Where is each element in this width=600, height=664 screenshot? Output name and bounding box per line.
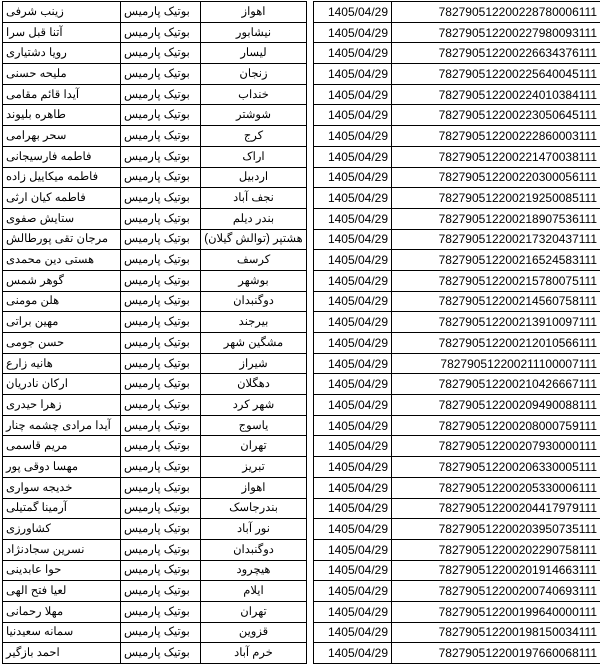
recipient-name-cell: کشاورزی: [3, 519, 121, 540]
date-cell: 1405/04/29: [314, 64, 392, 85]
recipient-name-cell: حسن جومی: [3, 333, 121, 354]
date-cell: 1405/04/29: [314, 188, 392, 209]
date-cell: 1405/04/29: [314, 270, 392, 291]
tracking-code-cell: 782790512200200740693111: [392, 581, 600, 602]
tracking-code-cell: 782790512200209490088111: [392, 395, 600, 416]
table-row: [3, 436, 600, 457]
city-cell: دوگنبدان: [201, 539, 307, 560]
recipient-name-cell: طاهره بلیوند: [3, 105, 121, 126]
table-row: [3, 43, 600, 64]
recipient-name-cell: مهسا دوقی پور: [3, 457, 121, 478]
table-row: [3, 105, 600, 126]
shop-name-cell: بوتیک پارمیس: [121, 64, 201, 85]
shop-name-cell: بوتیک پارمیس: [121, 560, 201, 581]
city-cell: دهگلان: [201, 374, 307, 395]
table-row: [3, 519, 600, 540]
recipient-name-cell: هلن مومنی: [3, 291, 121, 312]
tracking-code-cell: 782790512200212010566111: [392, 333, 600, 354]
city-cell: هیچرود: [201, 560, 307, 581]
shop-name-cell: بوتیک پارمیس: [121, 22, 201, 43]
shop-name-cell: بوتیک پارمیس: [121, 84, 201, 105]
table-row: [3, 84, 600, 105]
table-row: [3, 374, 600, 395]
table-row: [3, 643, 600, 664]
table-row: [3, 415, 600, 436]
tracking-code-cell: 782790512200208000759111: [392, 415, 600, 436]
shop-name-cell: بوتیک پارمیس: [121, 622, 201, 643]
table-row: [3, 188, 600, 209]
tracking-code-cell: 782790512200219250085111: [392, 188, 600, 209]
spacer-cell: [307, 622, 314, 643]
city-cell: نور آباد: [201, 519, 307, 540]
recipient-name-cell: زهرا حیدری: [3, 395, 121, 416]
spacer-cell: [307, 188, 314, 209]
date-cell: 1405/04/29: [314, 105, 392, 126]
city-cell: بندر دیلم: [201, 208, 307, 229]
tracking-code-cell: 782790512200199640000111: [392, 601, 600, 622]
spacer-cell: [307, 270, 314, 291]
city-cell: اردبیل: [201, 167, 307, 188]
table-row: [3, 498, 600, 519]
spacer-cell: [307, 643, 314, 664]
city-cell: مشگین شهر: [201, 333, 307, 354]
date-cell: 1405/04/29: [314, 353, 392, 374]
recipient-name-cell: هستی دین محمدی: [3, 250, 121, 271]
spacer-cell: [307, 22, 314, 43]
city-cell: بندرجاسک: [201, 498, 307, 519]
shop-name-cell: بوتیک پارمیس: [121, 395, 201, 416]
recipient-name-cell: فاطمه میکاییل زاده: [3, 167, 121, 188]
spacer-cell: [307, 519, 314, 540]
shop-name-cell: بوتیک پارمیس: [121, 270, 201, 291]
table-row: [3, 291, 600, 312]
recipient-name-cell: هانیه زارع: [3, 353, 121, 374]
spacer-cell: [307, 146, 314, 167]
date-cell: 1405/04/29: [314, 415, 392, 436]
shop-name-cell: بوتیک پارمیس: [121, 105, 201, 126]
shop-name-cell: بوتیک پارمیس: [121, 436, 201, 457]
date-cell: 1405/04/29: [314, 22, 392, 43]
date-cell: 1405/04/29: [314, 581, 392, 602]
city-cell: تبریز: [201, 457, 307, 478]
table-row: [3, 457, 600, 478]
recipient-name-cell: ستایش صفوی: [3, 208, 121, 229]
shop-name-cell: بوتیک پارمیس: [121, 2, 201, 23]
tracking-code-cell: 782790512200216524583111: [392, 250, 600, 271]
city-cell: کرج: [201, 126, 307, 147]
tracking-code-cell: 782790512200201914663111: [392, 560, 600, 581]
table-row: [3, 208, 600, 229]
recipient-name-cell: سحر بهرامی: [3, 126, 121, 147]
tracking-code-cell: 782790512200206330005111: [392, 457, 600, 478]
shop-name-cell: بوتیک پارمیس: [121, 539, 201, 560]
spacer-cell: [307, 601, 314, 622]
date-cell: 1405/04/29: [314, 250, 392, 271]
table-row: [3, 395, 600, 416]
shop-name-cell: بوتیک پارمیس: [121, 167, 201, 188]
recipient-name-cell: رویا دشتیاری: [3, 43, 121, 64]
recipient-name-cell: آیدا مرادی چشمه چنار: [3, 415, 121, 436]
city-cell: نیشابور: [201, 22, 307, 43]
table-row: [3, 229, 600, 250]
recipient-name-cell: مهلا رحمانی: [3, 601, 121, 622]
tracking-code-cell: 782790512200213910097111: [392, 312, 600, 333]
table-row: [3, 601, 600, 622]
date-cell: 1405/04/29: [314, 395, 392, 416]
recipient-name-cell: نسرین سجادنژاد: [3, 539, 121, 560]
shop-name-cell: بوتیک پارمیس: [121, 457, 201, 478]
table-row: [3, 167, 600, 188]
spacer-cell: [307, 312, 314, 333]
date-cell: 1405/04/29: [314, 498, 392, 519]
spacer-cell: [307, 436, 314, 457]
spacer-cell: [307, 498, 314, 519]
spacer-cell: [307, 539, 314, 560]
tracking-code-cell: 782790512200227980093111: [392, 22, 600, 43]
shop-name-cell: بوتیک پارمیس: [121, 188, 201, 209]
city-cell: خرم آباد: [201, 643, 307, 664]
city-cell: قزوین: [201, 622, 307, 643]
date-cell: 1405/04/29: [314, 146, 392, 167]
date-cell: 1405/04/29: [314, 333, 392, 354]
tracking-code-cell: 782790512200217320437111: [392, 229, 600, 250]
recipient-name-cell: آیدا قائم مقامی: [3, 84, 121, 105]
spacer-cell: [307, 208, 314, 229]
tracking-code-cell: 782790512200202290758111: [392, 539, 600, 560]
table-row: [3, 2, 600, 23]
shipments-table: [2, 1, 600, 664]
table-row: [3, 312, 600, 333]
date-cell: 1405/04/29: [314, 374, 392, 395]
shop-name-cell: بوتیک پارمیس: [121, 643, 201, 664]
spacer-cell: [307, 457, 314, 478]
date-cell: 1405/04/29: [314, 519, 392, 540]
shop-name-cell: بوتیک پارمیس: [121, 208, 201, 229]
spacer-cell: [307, 84, 314, 105]
city-cell: شوشتر: [201, 105, 307, 126]
city-cell: بوشهر: [201, 270, 307, 291]
recipient-name-cell: لعیا فتح الهی: [3, 581, 121, 602]
city-cell: دوگنبدان: [201, 291, 307, 312]
recipient-name-cell: خدیجه سواری: [3, 477, 121, 498]
city-cell: هشتپر (توالش گیلان): [201, 229, 307, 250]
shop-name-cell: بوتیک پارمیس: [121, 146, 201, 167]
date-cell: 1405/04/29: [314, 457, 392, 478]
tracking-code-cell: 782790512200220300056111: [392, 167, 600, 188]
recipient-name-cell: مهین براتی: [3, 312, 121, 333]
tracking-code-cell: 782790512200226634376111: [392, 43, 600, 64]
date-cell: 1405/04/29: [314, 560, 392, 581]
tracking-code-cell: 782790512200211100007111: [392, 353, 600, 374]
table-row: [3, 270, 600, 291]
date-cell: 1405/04/29: [314, 84, 392, 105]
table-row: [3, 250, 600, 271]
recipient-name-cell: مریم قاسمی: [3, 436, 121, 457]
table-row: [3, 333, 600, 354]
city-cell: اراک: [201, 146, 307, 167]
shop-name-cell: بوتیک پارمیس: [121, 477, 201, 498]
date-cell: 1405/04/29: [314, 126, 392, 147]
recipient-name-cell: ارکان نادریان: [3, 374, 121, 395]
spacer-cell: [307, 333, 314, 354]
date-cell: 1405/04/29: [314, 229, 392, 250]
table-row: [3, 560, 600, 581]
spacer-cell: [307, 229, 314, 250]
recipient-name-cell: مرجان تقی پورطالش: [3, 229, 121, 250]
city-cell: اهواز: [201, 477, 307, 498]
date-cell: 1405/04/29: [314, 291, 392, 312]
tracking-code-cell: 782790512200214560758111: [392, 291, 600, 312]
city-cell: زنجان: [201, 64, 307, 85]
shop-name-cell: بوتیک پارمیس: [121, 498, 201, 519]
tracking-code-cell: 782790512200215780075111: [392, 270, 600, 291]
table-row: [3, 353, 600, 374]
city-cell: اهواز: [201, 2, 307, 23]
table-row: [3, 581, 600, 602]
table-row: [3, 22, 600, 43]
spacer-cell: [307, 291, 314, 312]
spacer-cell: [307, 64, 314, 85]
recipient-name-cell: ملیحه حسنی: [3, 64, 121, 85]
tracking-code-cell: 782790512200228780006111: [392, 2, 600, 23]
spacer-cell: [307, 105, 314, 126]
table-row: [3, 477, 600, 498]
date-cell: 1405/04/29: [314, 43, 392, 64]
shop-name-cell: بوتیک پارمیس: [121, 374, 201, 395]
recipient-name-cell: زینب شرفی: [3, 2, 121, 23]
tracking-code-cell: 782790512200225640045111: [392, 64, 600, 85]
date-cell: 1405/04/29: [314, 601, 392, 622]
tracking-code-cell: 782790512200223050645111: [392, 105, 600, 126]
spacer-cell: [307, 167, 314, 188]
tracking-code-cell: 782790512200218907536111: [392, 208, 600, 229]
recipient-name-cell: فاطمه کیان ارثی: [3, 188, 121, 209]
table-row: [3, 126, 600, 147]
shop-name-cell: بوتیک پارمیس: [121, 250, 201, 271]
spacer-cell: [307, 250, 314, 271]
date-cell: 1405/04/29: [314, 436, 392, 457]
shop-name-cell: بوتیک پارمیس: [121, 43, 201, 64]
shop-name-cell: بوتیک پارمیس: [121, 229, 201, 250]
date-cell: 1405/04/29: [314, 477, 392, 498]
date-cell: 1405/04/29: [314, 622, 392, 643]
spacer-cell: [307, 353, 314, 374]
tracking-code-cell: 782790512200198150034111: [392, 622, 600, 643]
tracking-code-cell: 782790512200210426667111: [392, 374, 600, 395]
city-cell: شیراز: [201, 353, 307, 374]
recipient-name-cell: فاطمه فارسیجانی: [3, 146, 121, 167]
date-cell: 1405/04/29: [314, 539, 392, 560]
tracking-code-cell: 782790512200222860003111: [392, 126, 600, 147]
date-cell: 1405/04/29: [314, 2, 392, 23]
shop-name-cell: بوتیک پارمیس: [121, 519, 201, 540]
spacer-cell: [307, 395, 314, 416]
spacer-cell: [307, 374, 314, 395]
tracking-code-cell: 782790512200204417979111: [392, 498, 600, 519]
city-cell: ایلام: [201, 581, 307, 602]
recipient-name-cell: آتنا قبل سرا: [3, 22, 121, 43]
spacer-cell: [307, 2, 314, 23]
date-cell: 1405/04/29: [314, 312, 392, 333]
city-cell: بیرجند: [201, 312, 307, 333]
shop-name-cell: بوتیک پارمیس: [121, 126, 201, 147]
recipient-name-cell: احمد بازگیر: [3, 643, 121, 664]
recipient-name-cell: آرمینا گمتیلی: [3, 498, 121, 519]
recipient-name-cell: گوهر شمس: [3, 270, 121, 291]
table-row: [3, 622, 600, 643]
shop-name-cell: بوتیک پارمیس: [121, 353, 201, 374]
city-cell: تهران: [201, 601, 307, 622]
tracking-code-cell: 782790512200221470038111: [392, 146, 600, 167]
city-cell: یاسوج: [201, 415, 307, 436]
city-cell: نجف آباد: [201, 188, 307, 209]
spacer-cell: [307, 415, 314, 436]
city-cell: لیسار: [201, 43, 307, 64]
spacer-cell: [307, 126, 314, 147]
city-cell: کرسف: [201, 250, 307, 271]
tracking-code-cell: 782790512200224010384111: [392, 84, 600, 105]
date-cell: 1405/04/29: [314, 208, 392, 229]
shop-name-cell: بوتیک پارمیس: [121, 312, 201, 333]
shop-name-cell: بوتیک پارمیس: [121, 291, 201, 312]
tracking-code-cell: 782790512200207930000111: [392, 436, 600, 457]
shop-name-cell: بوتیک پارمیس: [121, 415, 201, 436]
spacer-cell: [307, 43, 314, 64]
city-cell: خنداب: [201, 84, 307, 105]
spacer-cell: [307, 581, 314, 602]
spacer-cell: [307, 477, 314, 498]
table-row: [3, 146, 600, 167]
tracking-code-cell: 782790512200205330006111: [392, 477, 600, 498]
table-row: [3, 539, 600, 560]
recipient-name-cell: حوا عابدینی: [3, 560, 121, 581]
tracking-code-cell: 782790512200197660068111: [392, 643, 600, 664]
date-cell: 1405/04/29: [314, 167, 392, 188]
tracking-code-cell: 782790512200203950735111: [392, 519, 600, 540]
recipient-name-cell: سمانه سعیدنیا: [3, 622, 121, 643]
shop-name-cell: بوتیک پارمیس: [121, 581, 201, 602]
date-cell: 1405/04/29: [314, 643, 392, 664]
spacer-cell: [307, 560, 314, 581]
city-cell: شهر کرد: [201, 395, 307, 416]
table-row: [3, 64, 600, 85]
shop-name-cell: بوتیک پارمیس: [121, 601, 201, 622]
shop-name-cell: بوتیک پارمیس: [121, 333, 201, 354]
city-cell: تهران: [201, 436, 307, 457]
